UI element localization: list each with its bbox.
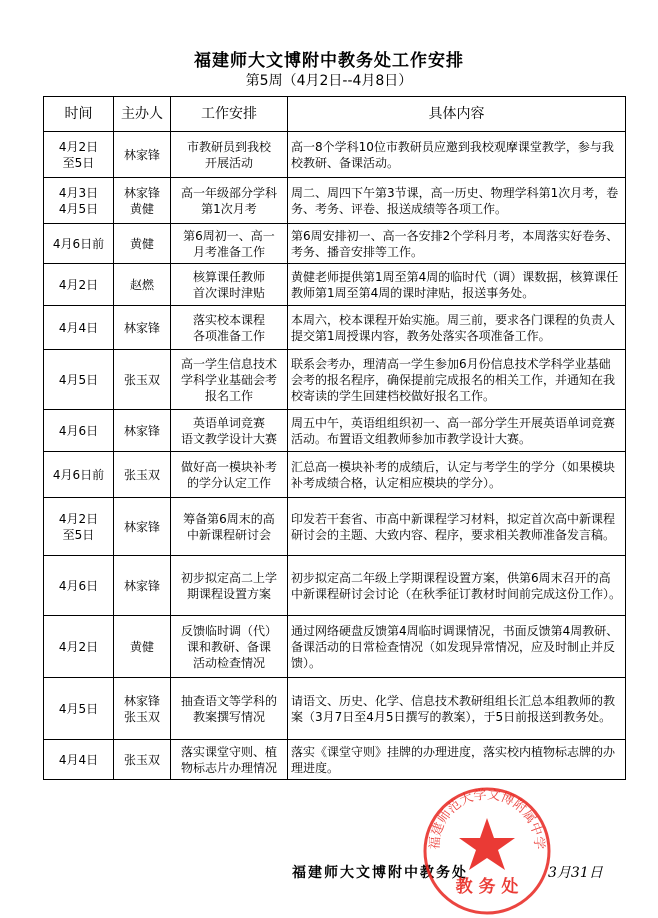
cell-detail: 印发若干套省、市高中新课程学习材料，拟定首次高中新课程研讨会的主题、大致内容、程序，要求相关教师准备发言稿。 — [288, 498, 626, 556]
table-row — [44, 452, 626, 498]
cell-task: 筹备第6周末的高 中新课程研讨会 — [171, 498, 288, 556]
table-row — [44, 350, 626, 410]
cell-time: 4月3日 4月5日 — [44, 178, 114, 224]
table-row — [44, 498, 626, 556]
cell-time: 4月4日 — [44, 306, 114, 350]
official-seal — [418, 784, 556, 918]
svg-text:福建师范大学文博附属中学: 福建师范大学文博附属中学 — [427, 787, 547, 851]
col-header-task: 工作安排 — [171, 97, 288, 132]
cell-task: 落实校本课程 各项准备工作 — [171, 306, 288, 350]
table-row — [44, 306, 626, 350]
cell-task: 反馈临时调（代） 课和教研、备课 活动检查情况 — [171, 616, 288, 678]
cell-detail: 周五中午，英语组组织初一、高一部分学生开展英语单词竞赛活动。布置语文组教师参加市教学设计大赛。 — [288, 410, 626, 452]
cell-time: 4月2日 至5日 — [44, 132, 114, 178]
cell-time: 4月2日 至5日 — [44, 498, 114, 556]
cell-task: 落实课堂守则、植 物标志片办理情况 — [171, 740, 288, 780]
cell-time: 4月6日 — [44, 556, 114, 616]
document-title: 福建师大文博附中教务处工作安排 — [194, 51, 464, 71]
cell-host: 林家锋 — [114, 306, 171, 350]
cell-task: 抽查语文等学科的 教案撰写情况 — [171, 678, 288, 740]
table-row — [44, 132, 626, 178]
seal-star-icon — [459, 818, 515, 870]
cell-time: 4月4日 — [44, 740, 114, 780]
cell-task: 市教研员到我校 开展活动 — [171, 132, 288, 178]
cell-host: 林家锋 — [114, 498, 171, 556]
cell-detail: 通过网络硬盘反馈第4周临时调课情况，书面反馈第4周教研、备课活动的日常检查情况（如发现异常情况，应及时制止并反馈）。 — [288, 616, 626, 678]
cell-detail: 周二、周四下午第3节课，高一历史、物理学科第1次月考，卷务、考务、评卷、报送成绩等各项工作。 — [288, 178, 626, 224]
footer — [0, 862, 658, 886]
table-row — [44, 740, 626, 780]
cell-host: 黄健 — [114, 616, 171, 678]
cell-time: 4月6日前 — [44, 224, 114, 264]
col-header-time: 时间 — [44, 97, 114, 132]
cell-detail: 高一8个学科10位市教研员应邀到我校观摩课堂教学，参与我校教研、备课活动。 — [288, 132, 626, 178]
cell-host: 林家锋 — [114, 556, 171, 616]
cell-task: 高一年级部分学科 第1次月考 — [171, 178, 288, 224]
cell-detail: 初步拟定高二年级上学期课程设置方案，供第6周末召开的高中新课程研讨会讨论（在秋季征订教材时间前完成这份工作）。 — [288, 556, 626, 616]
table-row — [44, 224, 626, 264]
cell-task: 核算课任教师 首次课时津贴 — [171, 264, 288, 306]
table-row — [44, 264, 626, 306]
cell-detail: 本周六，校本课程开始实施。周三前，要求各门课程的负责人提交第1周授课内容，教务处落实各项准备工作。 — [288, 306, 626, 350]
cell-time: 4月5日 — [44, 350, 114, 410]
cell-time: 4月2日 — [44, 264, 114, 306]
cell-host: 张玉双 — [114, 452, 171, 498]
cell-host: 赵燃 — [114, 264, 171, 306]
cell-host: 张玉双 — [114, 740, 171, 780]
cell-host: 林家锋 黄健 — [114, 178, 171, 224]
cell-host: 林家锋 — [114, 410, 171, 452]
cell-detail: 汇总高一模块补考的成绩后，认定与考学生的学分（如果模块补考成绩合格，认定相应模块的学分）。 — [288, 452, 626, 498]
cell-task: 第6周初一、高一 月考准备工作 — [171, 224, 288, 264]
cell-detail: 落实《课堂守则》挂牌的办理进度，落实校内植物标志牌的办理进度。 — [288, 740, 626, 780]
table-header-row — [44, 97, 626, 132]
cell-host: 黄健 — [114, 224, 171, 264]
cell-task: 英语单词竞赛 语文教学设计大赛 — [171, 410, 288, 452]
table-row — [44, 678, 626, 740]
svg-text:教 务 处: 教 务 处 — [455, 877, 519, 897]
col-header-detail: 具体内容 — [288, 97, 626, 132]
cell-host: 张玉双 — [114, 350, 171, 410]
footer-date: 3月31日 — [548, 865, 603, 881]
cell-detail: 第6周安排初一、高一各安排2个学科月考，本周落实好卷务、考务、播音安排等工作。 — [288, 224, 626, 264]
table-row — [44, 410, 626, 452]
cell-detail: 黄健老师提供第1周至第4周的临时代（调）课数据，核算课任教师第1周至第4周的课时津贴，报送事务处。 — [288, 264, 626, 306]
cell-task: 做好高一模块补考 的学分认定工作 — [171, 452, 288, 498]
cell-time: 4月6日前 — [44, 452, 114, 498]
cell-task: 初步拟定高二上学 期课程设置方案 — [171, 556, 288, 616]
week-range: 第5周（4月2日--4月8日） — [245, 73, 413, 89]
cell-detail: 联系会考办，理清高一学生参加6月份信息技术学科学业基础会考的报名程序，确保提前完成报名的相关工作，并通知在我校寄读的学生回建档校做好报名工作。 — [288, 350, 626, 410]
col-header-host: 主办人 — [114, 97, 171, 132]
cell-host: 林家锋 张玉双 — [114, 678, 171, 740]
cell-time: 4月5日 — [44, 678, 114, 740]
cell-host: 林家锋 — [114, 132, 171, 178]
table-row — [44, 556, 626, 616]
footer-org: 福建师大文博附中教务处 — [292, 865, 468, 881]
cell-time: 4月6日 — [44, 410, 114, 452]
cell-detail: 请语文、历史、化学、信息技术教研组组长汇总本组教师的教案（3月7日至4月5日撰写的教案），于5日前报送到教务处。 — [288, 678, 626, 740]
schedule-table — [43, 96, 626, 780]
cell-time: 4月2日 — [44, 616, 114, 678]
table-row — [44, 178, 626, 224]
cell-task: 高一学生信息技术 学科学业基础会考 报名工作 — [171, 350, 288, 410]
table-row — [44, 616, 626, 678]
